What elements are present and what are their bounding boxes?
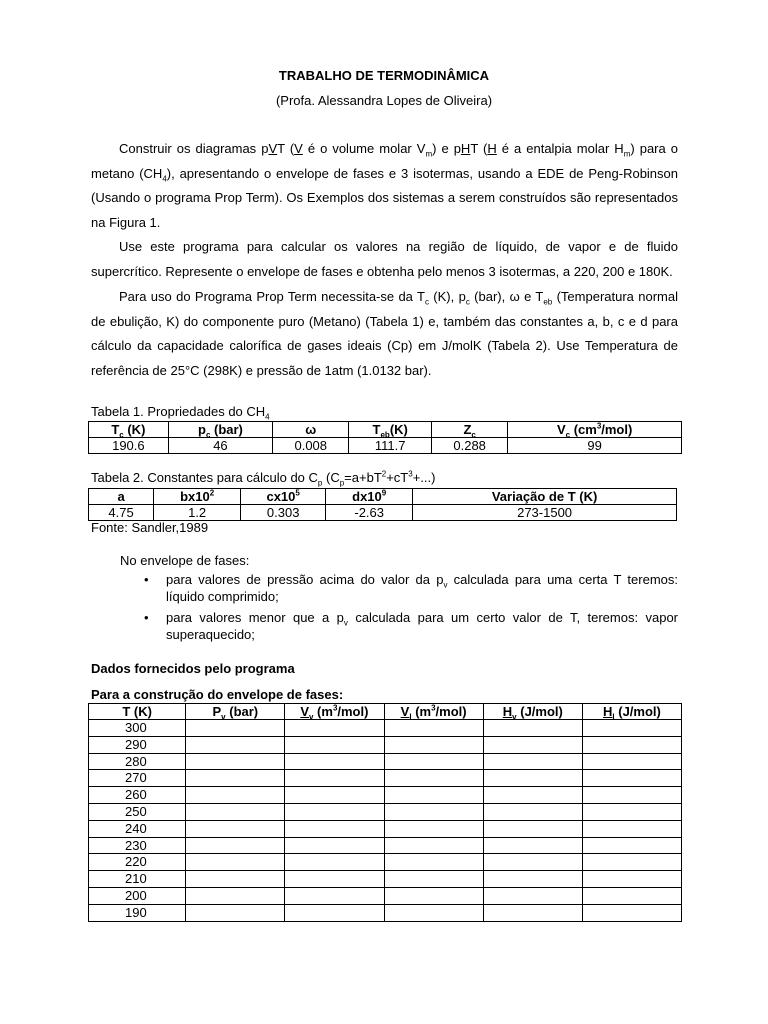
cell-empty[interactable] <box>285 904 384 921</box>
cell-empty[interactable] <box>582 753 681 770</box>
cell-temperature: 270 <box>89 770 186 787</box>
dados-heading: Dados fornecidos pelo programa <box>91 661 295 676</box>
header-a: a <box>89 489 154 505</box>
table-row <box>89 505 677 521</box>
cell-range: 273-1500 <box>413 505 677 521</box>
cell-empty[interactable] <box>483 803 582 820</box>
header-Hl: $H_l$ (J/mol) <box>582 704 681 720</box>
table-row <box>89 438 682 454</box>
cell-empty[interactable] <box>582 837 681 854</box>
table-row <box>89 720 682 737</box>
header-teb: $T_{eb}(K)$ <box>349 422 432 438</box>
document-title: TRABALHO DE TERMODINÂMICA <box>278 68 490 83</box>
table2-caption: Tabela 2. Constantes para cálculo do $C_p$ $(C_p=a+bT^2+cT^3+...)$ <box>91 469 436 488</box>
table-header-row <box>89 704 682 720</box>
cell-zc: 0.288 <box>432 438 508 454</box>
cell-empty[interactable] <box>582 736 681 753</box>
cell-empty[interactable] <box>384 753 483 770</box>
cell-pc: 46 <box>168 438 272 454</box>
header-d: $dx10^9$ <box>326 489 413 505</box>
cell-empty[interactable] <box>384 854 483 871</box>
cell-empty[interactable] <box>483 753 582 770</box>
table-row <box>89 820 682 837</box>
header-Hv: $H_v$ (J/mol) <box>483 704 582 720</box>
cell-empty[interactable] <box>285 803 384 820</box>
cell-temperature: 250 <box>89 803 186 820</box>
cell-empty[interactable] <box>483 871 582 888</box>
cell-empty[interactable] <box>384 887 483 904</box>
cell-omega: 0.008 <box>273 438 349 454</box>
bullet-icon: • <box>144 572 149 587</box>
table-row <box>89 770 682 787</box>
cell-temperature: 260 <box>89 787 186 804</box>
cell-temperature: 190 <box>89 904 186 921</box>
list-item: • para valores menor que a $p_v$ calculada para um certo valor de T, teremos: vapor superaquecido; <box>144 610 678 642</box>
cell-empty[interactable] <box>186 803 285 820</box>
cell-empty[interactable] <box>285 854 384 871</box>
table-row <box>89 854 682 871</box>
header-b: $bx10^2$ <box>154 489 241 505</box>
cell-empty[interactable] <box>285 837 384 854</box>
cell-empty[interactable] <box>186 854 285 871</box>
cell-empty[interactable] <box>285 753 384 770</box>
cell-d: -2.63 <box>326 505 413 521</box>
cell-temperature: 210 <box>89 871 186 888</box>
table3-phase-envelope <box>88 703 682 922</box>
cell-empty[interactable] <box>582 820 681 837</box>
cell-empty[interactable] <box>483 770 582 787</box>
paragraph-intro: Construir os diagramas pVT (V é o volume molar $V_m$) e pHT (H é a entalpia molar $H_m$) para o metano $(CH_4)$, apresentando o envelope de fases e 3 isotermas, usando a EDE de Peng-Robinson (Usando o programa Prop Term). Os Exemplos dos sistemas a serem construídos são representados na Figura 1. <box>91 141 678 230</box>
header-zc: $Z_c$ <box>432 422 508 438</box>
table-row <box>89 837 682 854</box>
header-omega: ω <box>273 422 349 438</box>
cell-vc: 99 <box>508 438 682 454</box>
cell-empty[interactable] <box>186 887 285 904</box>
table-row <box>89 787 682 804</box>
paragraph-requirements: Para uso do Programa Prop Term necessita-se da $T_c$ (K), $p_c$ (bar), ω e $T_{eb}$ (Temperatura normal de ebulição, K) do componente puro (Metano) (Tabela 1) e, também das constantes a, b, c e d para cálculo da capacidade calorífica de gases ideais (Cp) em J/molK (Tabela 2). Use Temperatura de referência de 25°C (298K) e pressão de 1atm (1.0132 bar). <box>91 289 678 378</box>
cell-empty[interactable] <box>384 803 483 820</box>
cell-empty[interactable] <box>483 820 582 837</box>
header-pc: $p_c$ (bar) <box>168 422 272 438</box>
cell-temperature: 220 <box>89 854 186 871</box>
cell-empty[interactable] <box>582 887 681 904</box>
cell-empty[interactable] <box>285 720 384 737</box>
cell-empty[interactable] <box>186 871 285 888</box>
header-c: $cx10^5$ <box>241 489 326 505</box>
header-vc: $V_c$ $(cm^3/mol)$ <box>508 422 682 438</box>
bullet-icon: • <box>144 610 149 625</box>
cell-c: 0.303 <box>241 505 326 521</box>
cell-empty[interactable] <box>582 787 681 804</box>
cell-empty[interactable] <box>483 787 582 804</box>
cell-empty[interactable] <box>384 720 483 737</box>
cell-empty[interactable] <box>483 720 582 737</box>
cell-temperature: 290 <box>89 736 186 753</box>
header-Pv: $P_v$ (bar) <box>186 704 285 720</box>
cell-temperature: 240 <box>89 820 186 837</box>
envelope-heading: No envelope de fases: <box>120 553 250 568</box>
cell-empty[interactable] <box>186 736 285 753</box>
cell-temperature: 200 <box>89 887 186 904</box>
cell-empty[interactable] <box>384 787 483 804</box>
table-row <box>89 753 682 770</box>
table-row <box>89 904 682 921</box>
cell-temperature: 300 <box>89 720 186 737</box>
cell-empty[interactable] <box>582 720 681 737</box>
envelope-bullets <box>140 571 678 647</box>
cell-empty[interactable] <box>483 854 582 871</box>
cell-empty[interactable] <box>384 820 483 837</box>
cell-empty[interactable] <box>582 904 681 921</box>
table-row <box>89 887 682 904</box>
cell-empty[interactable] <box>582 854 681 871</box>
cell-empty[interactable] <box>285 736 384 753</box>
cell-temperature: 230 <box>89 837 186 854</box>
cell-empty[interactable] <box>483 736 582 753</box>
cell-empty[interactable] <box>582 803 681 820</box>
cell-empty[interactable] <box>285 787 384 804</box>
cell-empty[interactable] <box>384 871 483 888</box>
table-row <box>89 736 682 753</box>
list-item: • para valores de pressão acima do valor da $p_v$ calculada para uma certa T teremos: líquido comprimido; <box>144 572 678 604</box>
header-T: T (K) <box>89 704 186 720</box>
document-subtitle: (Profa. Alessandra Lopes de Oliveira) <box>275 93 493 108</box>
table-header-row <box>89 422 682 438</box>
cell-empty[interactable] <box>285 887 384 904</box>
table-header-row <box>89 489 677 505</box>
cell-empty[interactable] <box>186 770 285 787</box>
cell-empty[interactable] <box>384 904 483 921</box>
table-row <box>89 871 682 888</box>
cell-empty[interactable] <box>384 837 483 854</box>
cell-a: 4.75 <box>89 505 154 521</box>
cell-empty[interactable] <box>384 770 483 787</box>
dados-subheading: Para a construção do envelope de fases: <box>91 687 344 702</box>
table1-properties <box>88 421 682 454</box>
cell-empty[interactable] <box>582 770 681 787</box>
header-Vv: $V_v$ $(m^3/mol)$ <box>285 704 384 720</box>
cell-empty[interactable] <box>285 871 384 888</box>
table-row <box>89 803 682 820</box>
table2-source: Fonte: Sandler,1989 <box>91 520 209 535</box>
cell-empty[interactable] <box>186 787 285 804</box>
cell-empty[interactable] <box>384 736 483 753</box>
cell-empty[interactable] <box>285 820 384 837</box>
cell-teb: 111.7 <box>349 438 432 454</box>
cell-empty[interactable] <box>186 720 285 737</box>
cell-empty[interactable] <box>285 770 384 787</box>
cell-empty[interactable] <box>582 871 681 888</box>
cell-tc: 190.6 <box>89 438 169 454</box>
cell-temperature: 280 <box>89 753 186 770</box>
header-range: Variação de T (K) <box>413 489 677 505</box>
table1-caption: Tabela 1. Propriedades do $CH_4$ <box>91 404 270 422</box>
cell-empty[interactable] <box>186 753 285 770</box>
header-Vl: $V_l$ $(m^3/mol)$ <box>384 704 483 720</box>
cell-empty[interactable] <box>186 820 285 837</box>
table2-constants <box>88 488 677 521</box>
cell-b: 1.2 <box>154 505 241 521</box>
cell-empty[interactable] <box>483 887 582 904</box>
table3-body <box>89 720 682 922</box>
header-tc: $T_c$ (K) <box>89 422 169 438</box>
cell-empty[interactable] <box>186 904 285 921</box>
paragraph-program-use: Use este programa para calcular os valores na região de líquido, de vapor e de fluido supercrítico. Represente o envelope de fases e obtenha pelo menos 3 isotermas, a 220, 200 e 180K. <box>91 239 678 279</box>
cell-empty[interactable] <box>483 837 582 854</box>
cell-empty[interactable] <box>186 837 285 854</box>
cell-empty[interactable] <box>483 904 582 921</box>
